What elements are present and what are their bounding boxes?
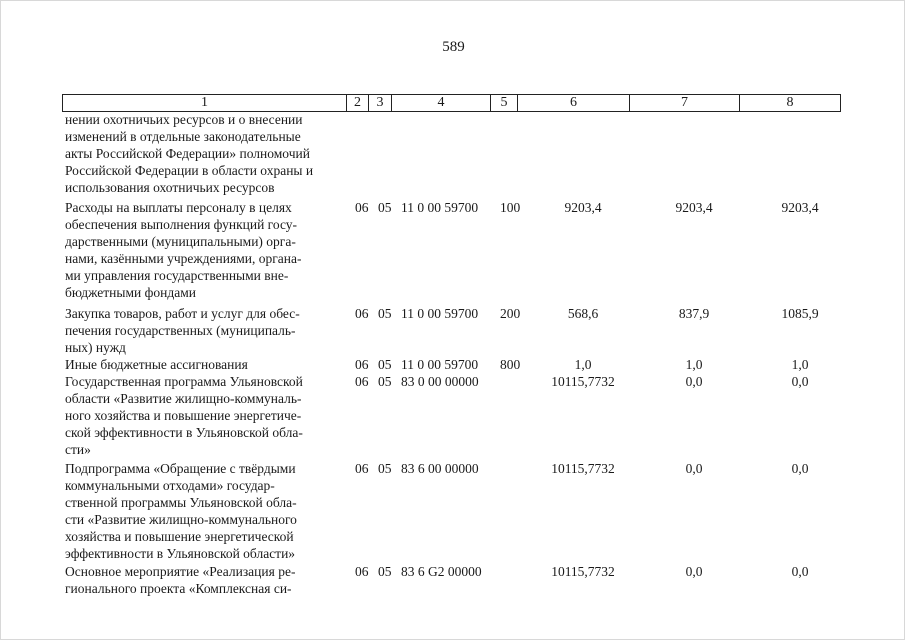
header-cell-8: 8 bbox=[739, 95, 841, 111]
header-cell-4: 4 bbox=[391, 95, 490, 111]
cell-c6: 10115,7732 bbox=[551, 564, 615, 579]
cell-c8: 0,0 bbox=[791, 374, 809, 389]
cell-c3: 05 bbox=[378, 200, 392, 215]
description-line: эффективности в Ульяновской области» bbox=[65, 546, 296, 561]
description-line: печения государственных (муниципаль- bbox=[65, 323, 296, 338]
description-line: использования охотничьих ресурсов bbox=[65, 180, 275, 195]
cell-c2: 06 bbox=[355, 357, 369, 372]
cell-c3: 05 bbox=[378, 564, 392, 579]
description-line: нении охотничьих ресурсов и о внесении bbox=[65, 112, 303, 127]
description-line: акты Российской Федерации» полномочий bbox=[65, 146, 310, 161]
header-cell-3: 3 bbox=[368, 95, 391, 111]
cell-c6: 9203,4 bbox=[564, 200, 602, 215]
cell-c4: 11 0 00 59700 bbox=[401, 200, 479, 215]
description-line: Иные бюджетные ассигнования bbox=[65, 357, 248, 372]
cell-c8: 1085,9 bbox=[781, 306, 819, 321]
row-description bbox=[65, 460, 341, 562]
cell-c6: 10115,7732 bbox=[551, 374, 615, 389]
cell-c2: 06 bbox=[355, 374, 369, 389]
description-line: ного хозяйства и повышение энергетиче- bbox=[65, 408, 302, 423]
cell-c6: 568,6 bbox=[567, 306, 599, 321]
cell-c6: 1,0 bbox=[574, 357, 592, 372]
cell-c3: 05 bbox=[378, 357, 392, 372]
cell-c2: 06 bbox=[355, 306, 369, 321]
header-cell-7: 7 bbox=[629, 95, 739, 111]
description-line: обеспечения выполнения функций госу- bbox=[65, 217, 298, 232]
description-line: ми управления государственными вне- bbox=[65, 268, 289, 283]
cell-c4: 11 0 00 59700 bbox=[401, 357, 479, 372]
description-line: ской эффективности в Ульяновской обла- bbox=[65, 425, 303, 440]
cell-c2: 06 bbox=[355, 200, 369, 215]
cell-c8: 9203,4 bbox=[781, 200, 819, 215]
cell-c4: 83 6 00 00000 bbox=[401, 461, 479, 476]
cell-c6: 10115,7732 bbox=[551, 461, 615, 476]
cell-c5: 800 bbox=[500, 357, 521, 372]
cell-c4: 83 0 00 00000 bbox=[401, 374, 479, 389]
cell-c8: 1,0 bbox=[791, 357, 809, 372]
page-number: 589 bbox=[442, 39, 465, 55]
description-line: Расходы на выплаты персоналу в целях bbox=[65, 200, 292, 215]
cell-c7: 1,0 bbox=[685, 357, 703, 372]
description-line: ных) нужд bbox=[65, 340, 126, 355]
cell-c8: 0,0 bbox=[791, 564, 809, 579]
row-description bbox=[65, 305, 341, 356]
cell-c2: 06 bbox=[355, 564, 369, 579]
description-line: Подпрограмма «Обращение с твёрдыми bbox=[65, 461, 296, 476]
description-line: области «Развитие жилищно-коммуналь- bbox=[65, 391, 302, 406]
cell-c5: 200 bbox=[500, 306, 521, 321]
row-description bbox=[65, 111, 341, 196]
description-line: Закупка товаров, работ и услуг для обес- bbox=[65, 306, 300, 321]
header-cell-2: 2 bbox=[346, 95, 368, 111]
table-header-row bbox=[62, 94, 841, 112]
description-line: бюджетными фондами bbox=[65, 285, 196, 300]
description-line: коммунальными отходами» государ- bbox=[65, 478, 275, 493]
row-description bbox=[65, 199, 341, 301]
row-description bbox=[65, 373, 341, 458]
description-line: Основное мероприятие «Реализация ре- bbox=[65, 564, 296, 579]
description-line: сти «Развитие жилищно-коммунального bbox=[65, 512, 297, 527]
description-line: ственной программы Ульяновской обла- bbox=[65, 495, 297, 510]
cell-c7: 0,0 bbox=[685, 564, 703, 579]
cell-c8: 0,0 bbox=[791, 461, 809, 476]
description-line: дарственными (муниципальными) орга- bbox=[65, 234, 296, 249]
row-description bbox=[65, 356, 341, 373]
header-cell-6: 6 bbox=[517, 95, 629, 111]
cell-c7: 0,0 bbox=[685, 374, 703, 389]
cell-c7: 9203,4 bbox=[675, 200, 713, 215]
header-cell-5: 5 bbox=[490, 95, 517, 111]
cell-c3: 05 bbox=[378, 374, 392, 389]
cell-c4: 11 0 00 59700 bbox=[401, 306, 479, 321]
cell-c5: 100 bbox=[500, 200, 521, 215]
description-line: изменений в отдельные законодательные bbox=[65, 129, 301, 144]
cell-c3: 05 bbox=[378, 461, 392, 476]
header-cell-1: 1 bbox=[62, 95, 346, 111]
description-line: Российской Федерации в области охраны и bbox=[65, 163, 314, 178]
description-line: хозяйства и повышение энергетической bbox=[65, 529, 294, 544]
cell-c3: 05 bbox=[378, 306, 392, 321]
cell-c7: 837,9 bbox=[678, 306, 710, 321]
row-description bbox=[65, 563, 341, 597]
description-line: гионального проекта «Комплексная си- bbox=[65, 581, 292, 596]
cell-c2: 06 bbox=[355, 461, 369, 476]
description-line: сти» bbox=[65, 442, 91, 457]
cell-c4: 83 6 G2 00000 bbox=[401, 564, 482, 579]
description-line: Государственная программа Ульяновской bbox=[65, 374, 303, 389]
description-line: нами, казёнными учреждениями, органа- bbox=[65, 251, 302, 266]
cell-c7: 0,0 bbox=[685, 461, 703, 476]
